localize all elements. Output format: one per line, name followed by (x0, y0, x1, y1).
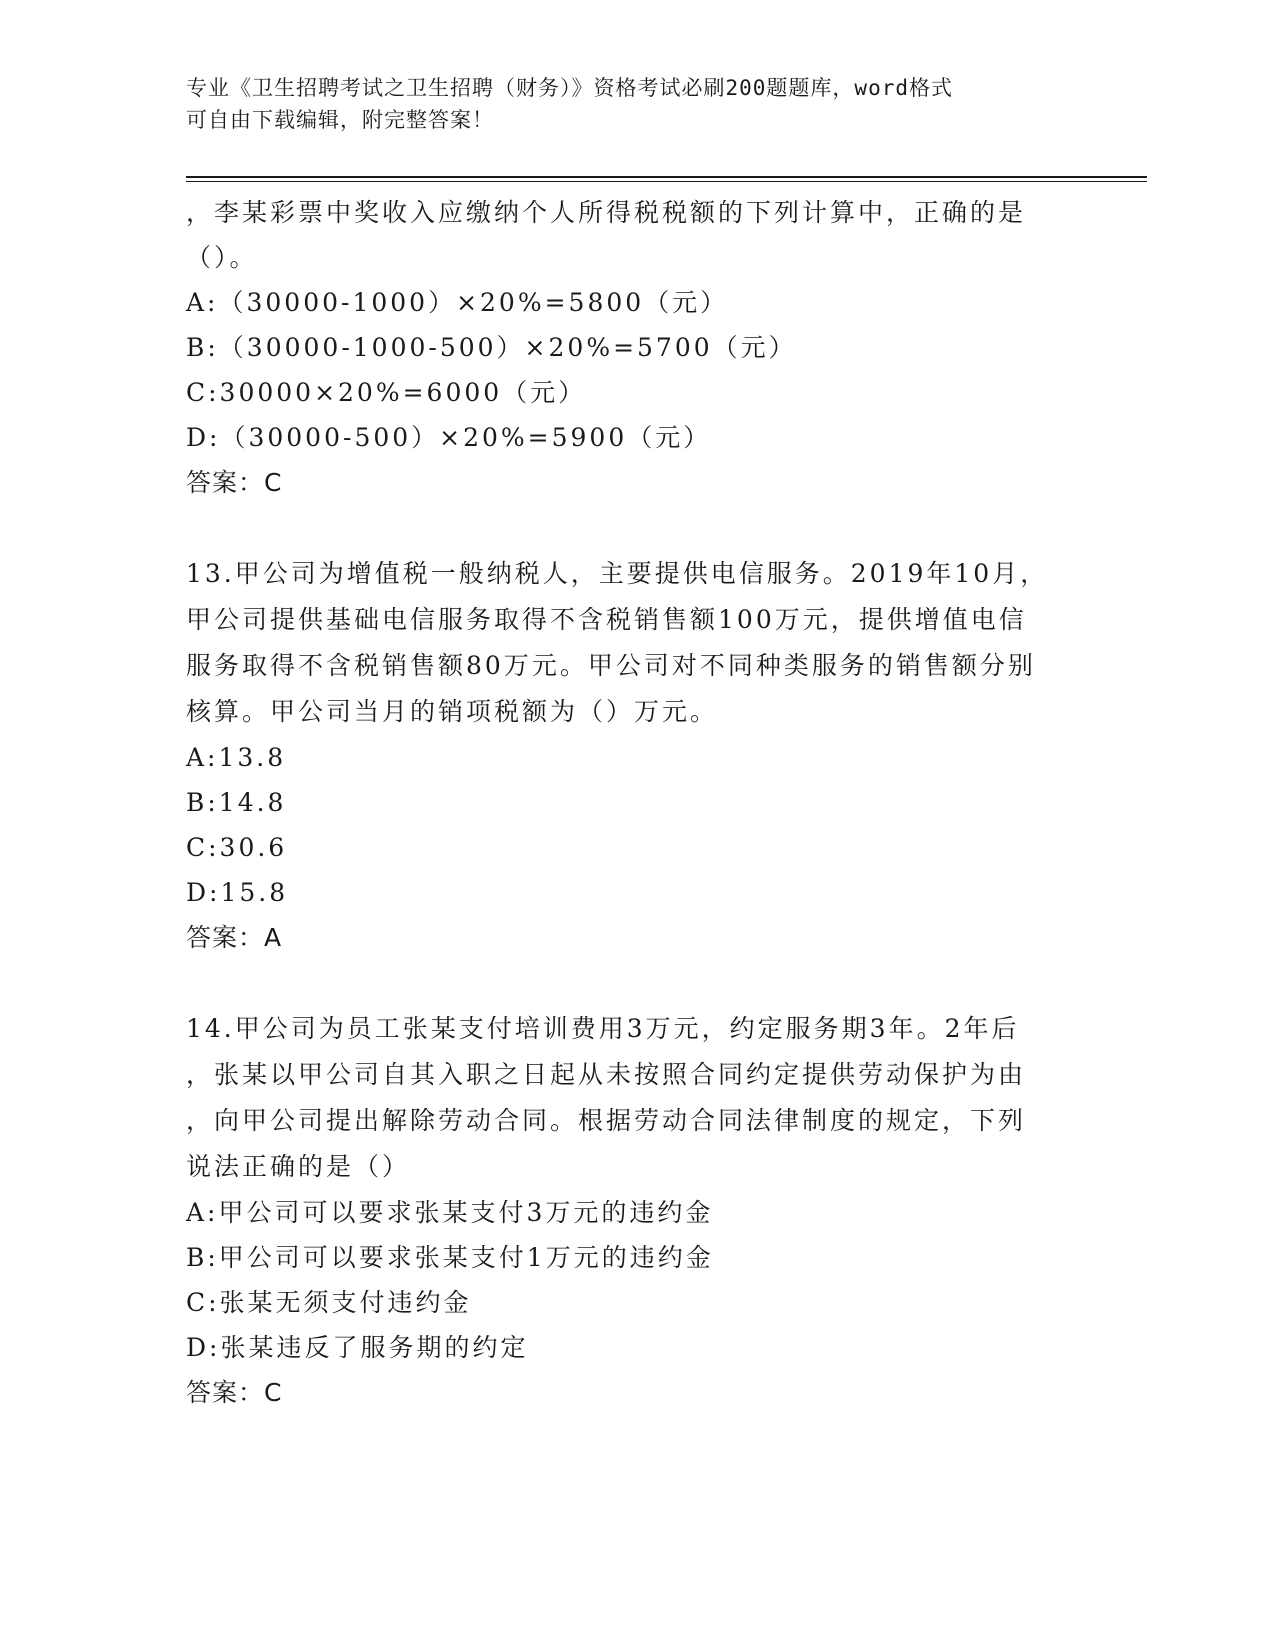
question-stem-line: ，李某彩票中奖收入应缴纳个人所得税税额的下列计算中，正确的是 (186, 198, 1027, 227)
question-stem-line: 甲公司提供基础电信服务取得不含税销售额100万元，提供增值电信 (186, 605, 1027, 634)
option-b: B:甲公司可以要求张某支付1万元的违约金 (186, 1243, 714, 1272)
question-stem-line: 服务取得不含税销售额80万元。甲公司对不同种类服务的销售额分别 (186, 651, 1036, 680)
question-stem-line: 核算。甲公司当月的销项税额为（）万元。 (186, 697, 719, 726)
header-divider-thick (186, 176, 1147, 178)
option-a: A:（30000-1000）×20%=5800（元） (186, 288, 729, 317)
option-a: A:甲公司可以要求张某支付3万元的违约金 (186, 1198, 714, 1227)
question-list (186, 190, 1086, 1415)
option-c: C:30.6 (186, 833, 288, 862)
question-stem-line: 说法正确的是（） (186, 1152, 411, 1181)
header-line: 专业《卫生招聘考试之卫生招聘（财务）》资格考试必刷200题题库，word格式 (186, 76, 953, 100)
option-d: D:15.8 (186, 878, 289, 907)
question-stem-line: （）。 (186, 243, 258, 272)
option-d: D:张某违反了服务期的约定 (186, 1333, 529, 1362)
question-stem-line: 13.甲公司为增值税一般纳税人，主要提供电信服务。2019年10月， (186, 559, 1049, 588)
question-14 (186, 1006, 1086, 1415)
answer-line: 答案：A (186, 923, 283, 952)
question-spacer (186, 960, 1086, 1006)
option-b: B:14.8 (186, 788, 287, 817)
option-d: D:（30000-500）×20%=5900（元） (186, 423, 712, 452)
option-b: B:（30000-1000-500）×20%=5700（元） (186, 333, 797, 362)
question-13 (186, 551, 1086, 960)
option-a: A:13.8 (186, 743, 287, 772)
document-header (186, 72, 1086, 136)
question-spacer (186, 505, 1086, 551)
option-c: C:30000×20%=6000（元） (186, 378, 587, 407)
answer-line: 答案：C (186, 468, 283, 497)
header-line: 可自由下载编辑，附完整答案！ (186, 108, 494, 132)
option-c: C:张某无须支付违约金 (186, 1288, 472, 1317)
question-stem-line: 14.甲公司为员工张某支付培训费用3万元，约定服务期3年。2年后 (186, 1014, 1020, 1043)
question-stem-line: ，向甲公司提出解除劳动合同。根据劳动合同法律制度的规定，下列 (186, 1106, 1027, 1135)
answer-line: 答案：C (186, 1378, 283, 1407)
header-divider-thin (186, 181, 1147, 182)
question-stem-line: ，张某以甲公司自其入职之日起从未按照合同约定提供劳动保护为由 (186, 1060, 1027, 1089)
question-12 (186, 190, 1086, 505)
